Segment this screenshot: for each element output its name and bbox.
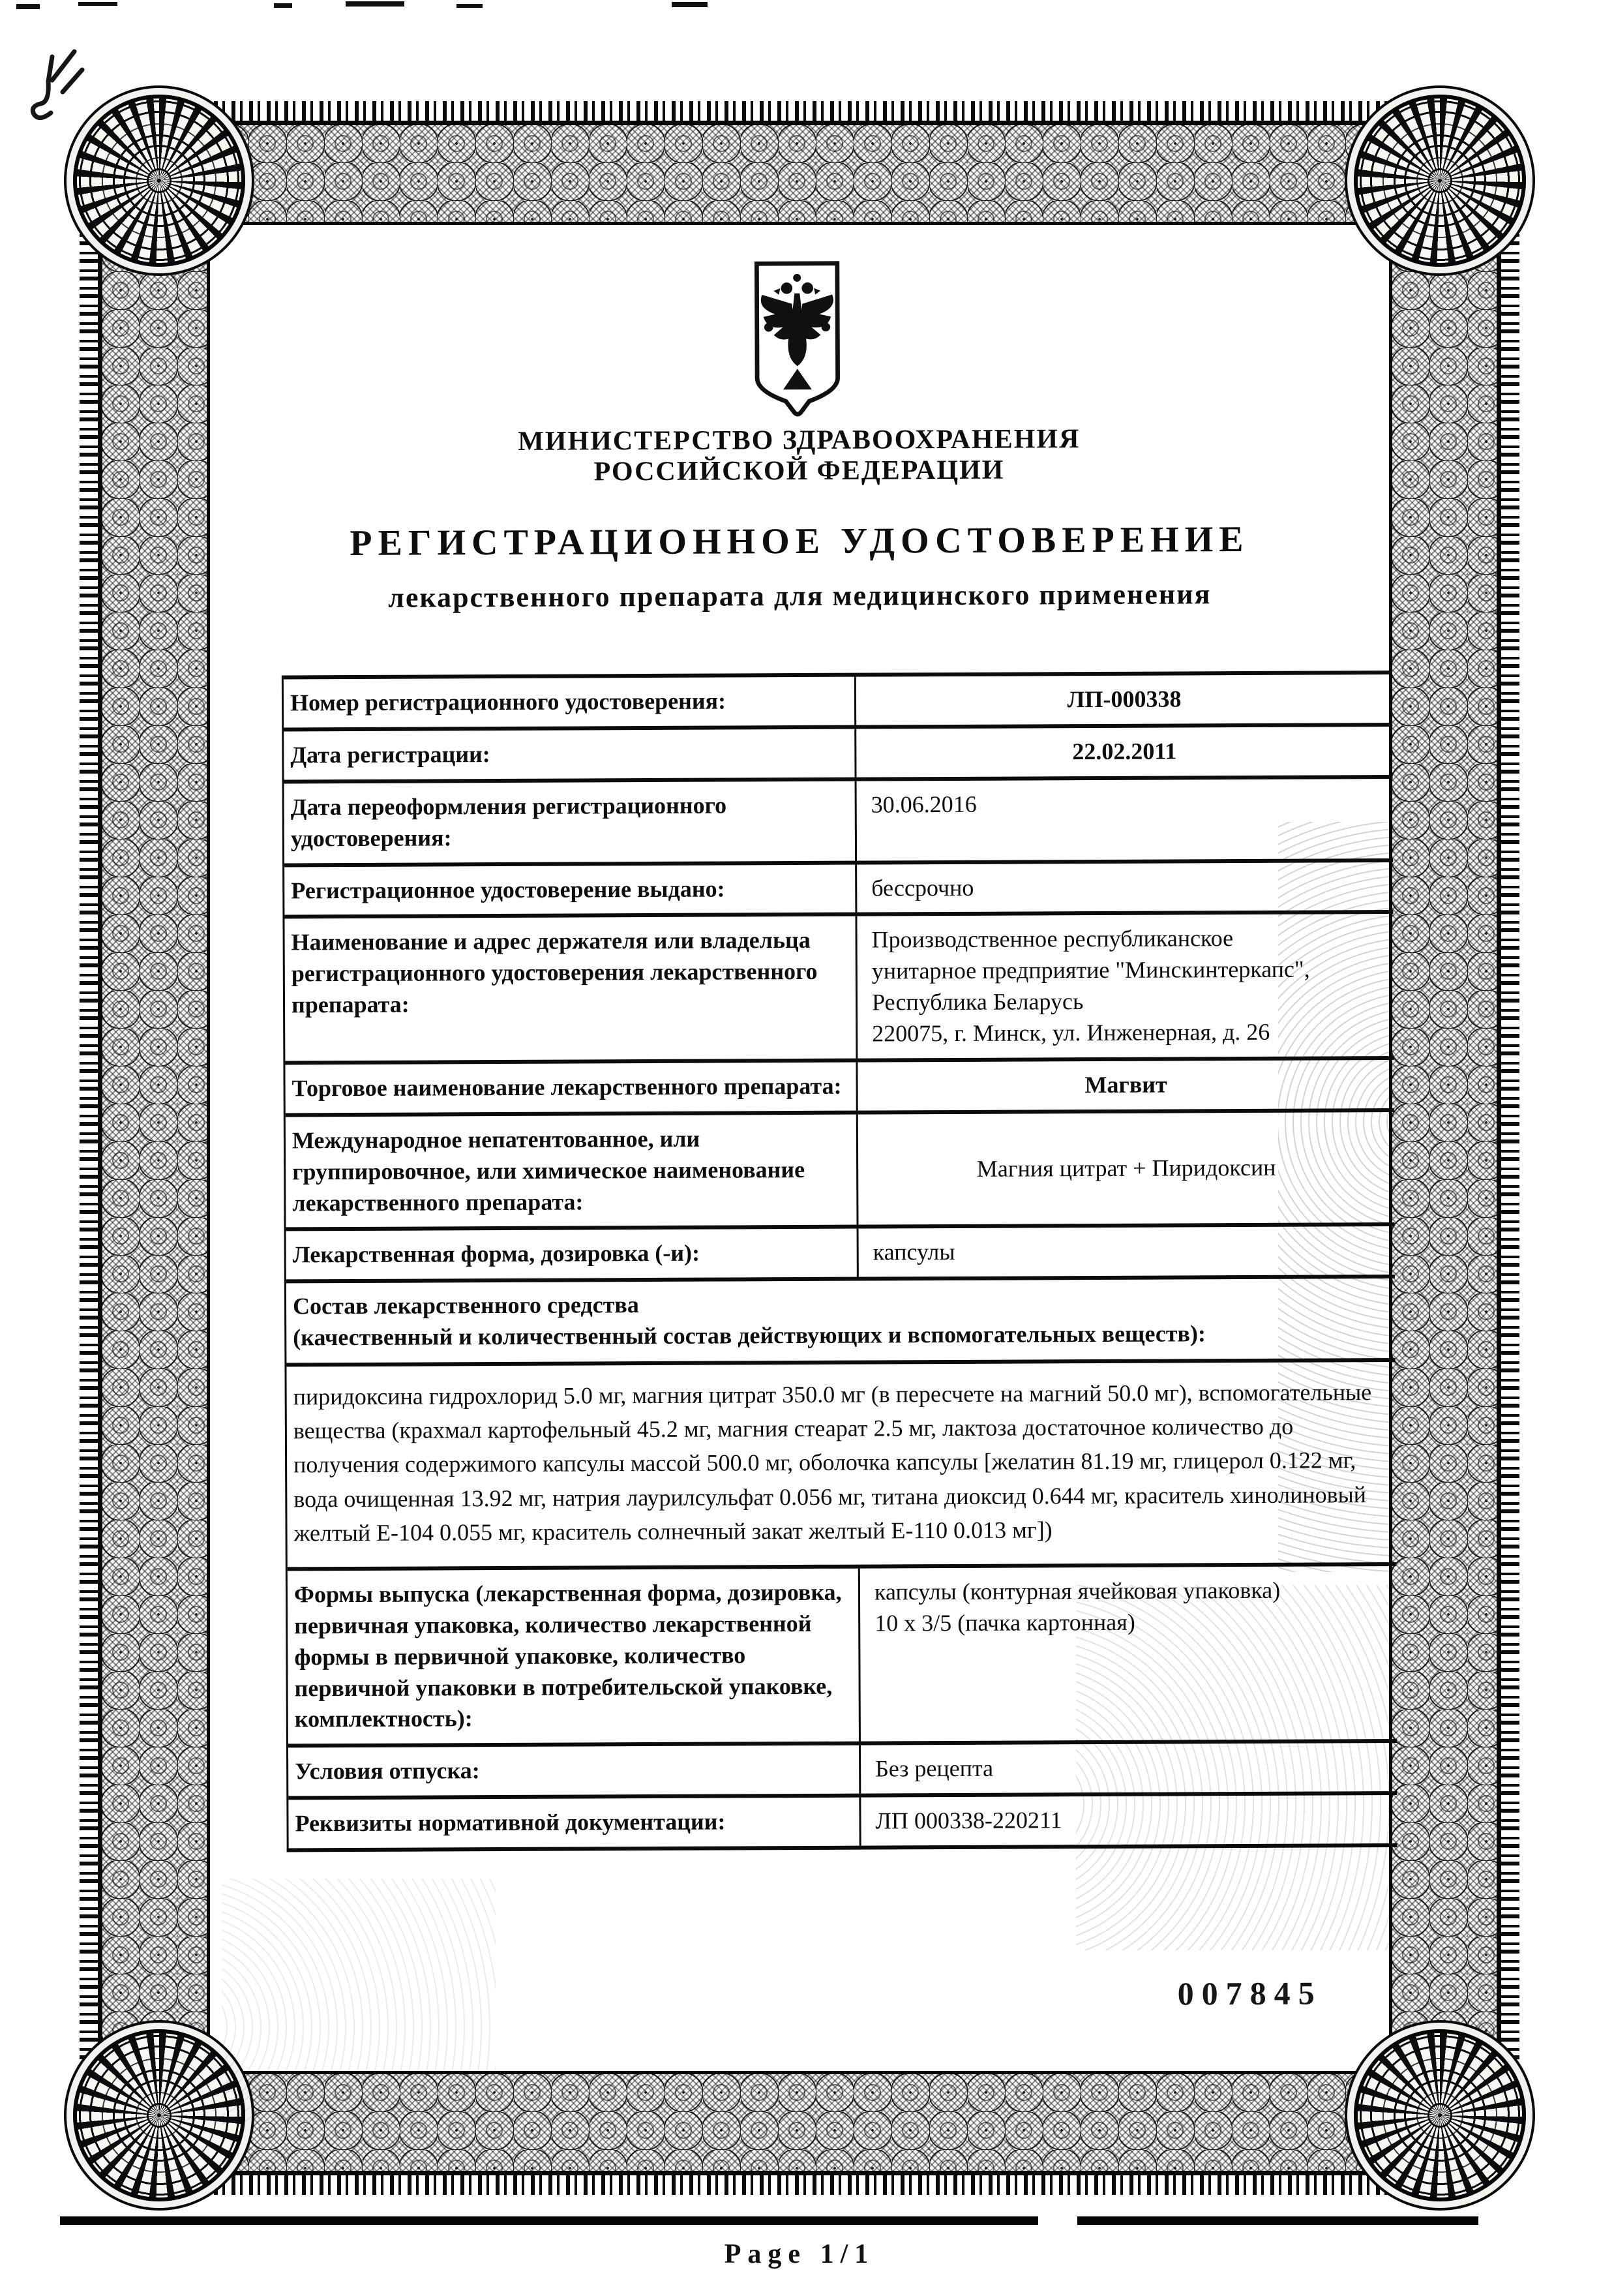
row-value: Производственное республиканское унитарное предприятие "Минскинтеркапс", Республика Беларусь 220075, г. Минск, ул. Инженерная, д. 26 xyxy=(855,914,1394,1058)
table-row-trade-name xyxy=(285,1056,1394,1113)
page-footer: Page 1/1 xyxy=(724,2239,875,2269)
ministry-name xyxy=(297,423,1301,489)
composition-heading-line1: Состав лекарственного средства xyxy=(292,1292,639,1320)
row-label: Номер регистрационного удостоверения: xyxy=(290,687,726,716)
registration-table xyxy=(282,671,1397,1852)
scan-edge-gap xyxy=(1038,2216,1077,2225)
table-row-normative-docs xyxy=(288,1791,1397,1848)
row-value: бессрочно xyxy=(855,862,1393,913)
table-row-validity xyxy=(284,858,1393,915)
serial-number: 007845 xyxy=(1177,1974,1323,2012)
row-label: Условия отпуска: xyxy=(295,1757,480,1785)
row-value: капсулы xyxy=(857,1226,1395,1276)
row-value: Без рецепта xyxy=(859,1743,1397,1793)
russia-coat-of-arms-icon xyxy=(751,260,843,420)
row-value: ЛП 000338-220211 xyxy=(859,1795,1397,1845)
row-label: Формы выпуска (лекарственная форма, дозировка, первичная упаковка, количество лекарственной формы в первичной упаковке, количество первичной упаковки в потребительской упаковке, комплектность): xyxy=(293,1578,842,1732)
row-value: ЛП-000338 xyxy=(854,674,1392,725)
certificate-subtitle: лекарственного препарата для медицинского применения xyxy=(388,578,1212,614)
row-label: Торговое наименование лекарственного препарата: xyxy=(291,1072,842,1102)
row-label: Дата переоформления регистрационного удостоверения: xyxy=(290,792,727,852)
row-label: Реквизиты нормативной документации: xyxy=(295,1808,726,1837)
table-row-dosage-form xyxy=(286,1222,1395,1279)
table-row-registration-date xyxy=(284,723,1392,779)
row-label: Наименование и адрес держателя или владельца регистрационного удостоверения лекарственного препарата: xyxy=(291,927,818,1018)
row-label: Лекарственная форма, дозировка (-и): xyxy=(292,1240,700,1268)
scan-edge-bar xyxy=(60,2216,1478,2225)
table-row-registration-number xyxy=(284,671,1392,727)
table-row-inn-name xyxy=(286,1108,1395,1228)
certificate-title: РЕГИСТРАЦИОННОЕ УДОСТОВЕРЕНИЕ xyxy=(350,519,1249,564)
row-value: капсулы (контурная ячейковая упаковка) 10 х 3/5 (пачка картонная) xyxy=(858,1566,1397,1742)
row-value: Магния цитрат + Пиридоксин xyxy=(856,1112,1395,1225)
table-row-dispensing-conditions xyxy=(288,1739,1397,1796)
ministry-line1: МИНИСТЕРСТВО ЗДРАВООХРАНЕНИЯ xyxy=(518,424,1081,457)
row-value: 22.02.2011 xyxy=(854,727,1392,777)
composition-text: пиридоксина гидрохлорид 5.0 мг, магния цитрат 350.0 мг (в пересчете на магний 50.0 мг), вспомогательные вещества (крахмал картофельный 45.2 мг, магния стеарат 2.5 мг, лактоза достаточное количество до получения содержимого капсулы массой 500.0 мг, оболочка капсулы [желатин 81.19 мг, глицерол 0.122 мг, вода очищенная 13.92 мг, натрия лаурилсульфат 0.056 мг, титана диоксид 0.644 мг, краситель хинолиновый желтый Е-104 0.055 мг, краситель солнечный закат желтый Е-110 0.013 мг]) xyxy=(293,1379,1372,1547)
table-row-composition-heading xyxy=(286,1275,1396,1363)
composition-heading xyxy=(286,1278,1396,1363)
table-row-composition-body xyxy=(286,1358,1396,1567)
table-row-reissue-date xyxy=(284,775,1394,863)
row-label: Регистрационное удостоверение выдано: xyxy=(291,875,725,903)
ministry-line2: РОССИЙСКОЙ ФЕДЕРАЦИИ xyxy=(593,455,1005,487)
table-row-holder xyxy=(284,910,1394,1061)
row-value: Магвит xyxy=(856,1060,1394,1110)
composition-heading-line2: (качественный и количественный состав действующих и вспомогательных веществ): xyxy=(293,1320,1206,1351)
row-value: 30.06.2016 xyxy=(855,779,1394,860)
row-label: Дата регистрации: xyxy=(290,740,490,768)
row-label: Международное непатентованное, или группировочное, или химическое наименование лекарственного препарата: xyxy=(291,1125,805,1216)
table-row-release-forms xyxy=(288,1562,1397,1744)
